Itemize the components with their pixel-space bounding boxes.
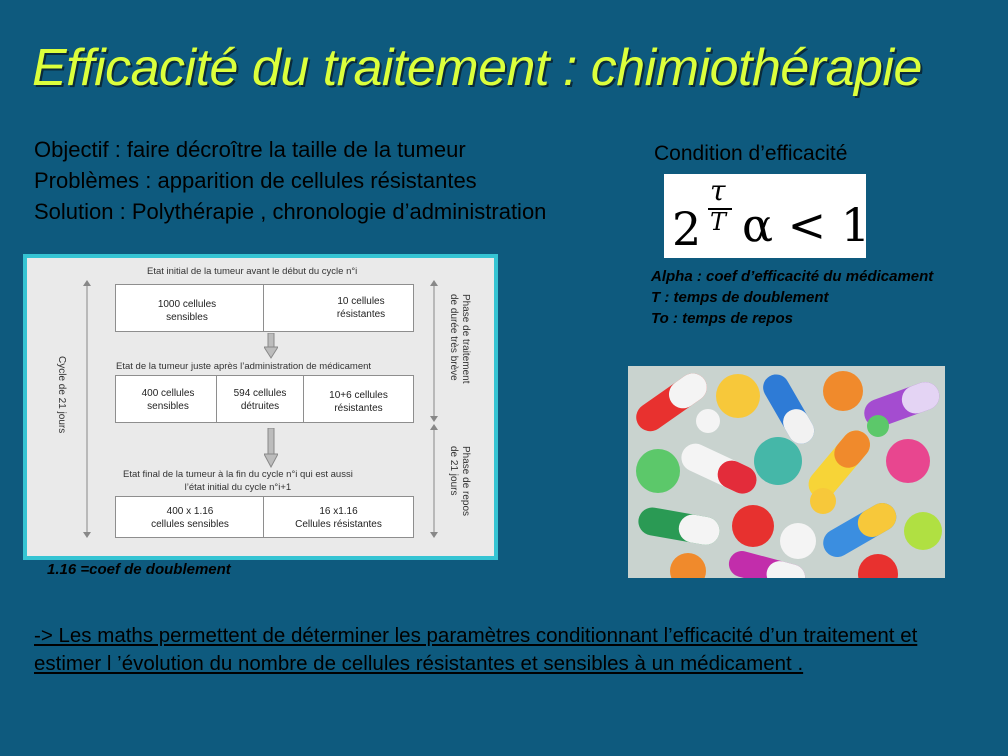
down-arrow-icon [264,333,278,359]
formula-legend [651,266,933,329]
pills-photo [628,366,945,578]
rest-phase-label: Phase de repos de 21 jours [448,446,471,517]
conclusion-text: -> Les maths permettent de déterminer les paramètres conditionnant l’efficacité d’un traitement et estimer l ’évolution du nombre de cellules résistantes et sensibles à un médicament . [34,624,918,675]
diagram-top-label: Etat initial de la tumeur avant le début du cycle n°i [147,266,358,277]
final-resistant-cells: 16 x1.16 Cellules résistantes [295,506,382,530]
post-treatment-box [115,375,414,423]
initial-sensitive-cells: 1000 cellules sensibles [157,299,217,323]
destroyed-cells: 594 cellules détruites [233,388,287,412]
condition-title: Condition d’efficacité [654,142,848,165]
efficacy-formula [664,174,871,258]
tumor-cycle-diagram [23,254,498,560]
doubling-time-note: T : temps de doublement [651,289,829,306]
slide-title: Efficacité du traitement : chimiothérapie [32,39,922,97]
initial-resistant-cells: 10 cellules résistantes [336,296,386,320]
doubling-coef-caption: 1.16 =coef de doublement [47,561,231,578]
objective-line: Objectif : faire décroître la taille de la tumeur [34,137,466,162]
diagram-mid-label: Etat de la tumeur juste après l’administration de médicament [116,361,372,372]
treatment-phase-label: Phase de traitement de durée très brève [448,294,471,384]
down-arrow-icon [264,428,278,468]
formula-numerator: τ [710,174,726,207]
pills-illustration [628,366,945,578]
solution-line: Solution : Polythérapie , chronologie d’administration [34,199,547,224]
rest-time-note: To : temps de repos [651,310,793,327]
formula-denominator: T [710,208,727,236]
intro-text [34,134,546,227]
cycle-span-arrow [83,280,91,538]
treatment-span-arrow [430,280,438,422]
initial-state-box [115,284,414,332]
formula-rest: α < 1 [742,198,871,252]
post-resistant-cells: 10+6 cellules résistantes [329,390,388,414]
cycle-label: Cycle de 21 jours [56,356,67,434]
rest-span-arrow [430,424,438,538]
formula-base: 2 [672,202,702,256]
diagram-bottom-label: Etat final de la tumeur à la fin du cycle n°i qui est aussi l’état initial du cycle n°i+1 [123,469,353,493]
problems-line: Problèmes : apparition de cellules résistantes [34,168,477,193]
post-sensitive-cells: 400 cellules sensibles [141,388,195,412]
final-sensitive-cells: 400 x 1.16 cellules sensibles [151,506,229,530]
final-state-box [115,496,414,538]
alpha-note: Alpha : coef d’efficacité du médicament [651,268,934,285]
